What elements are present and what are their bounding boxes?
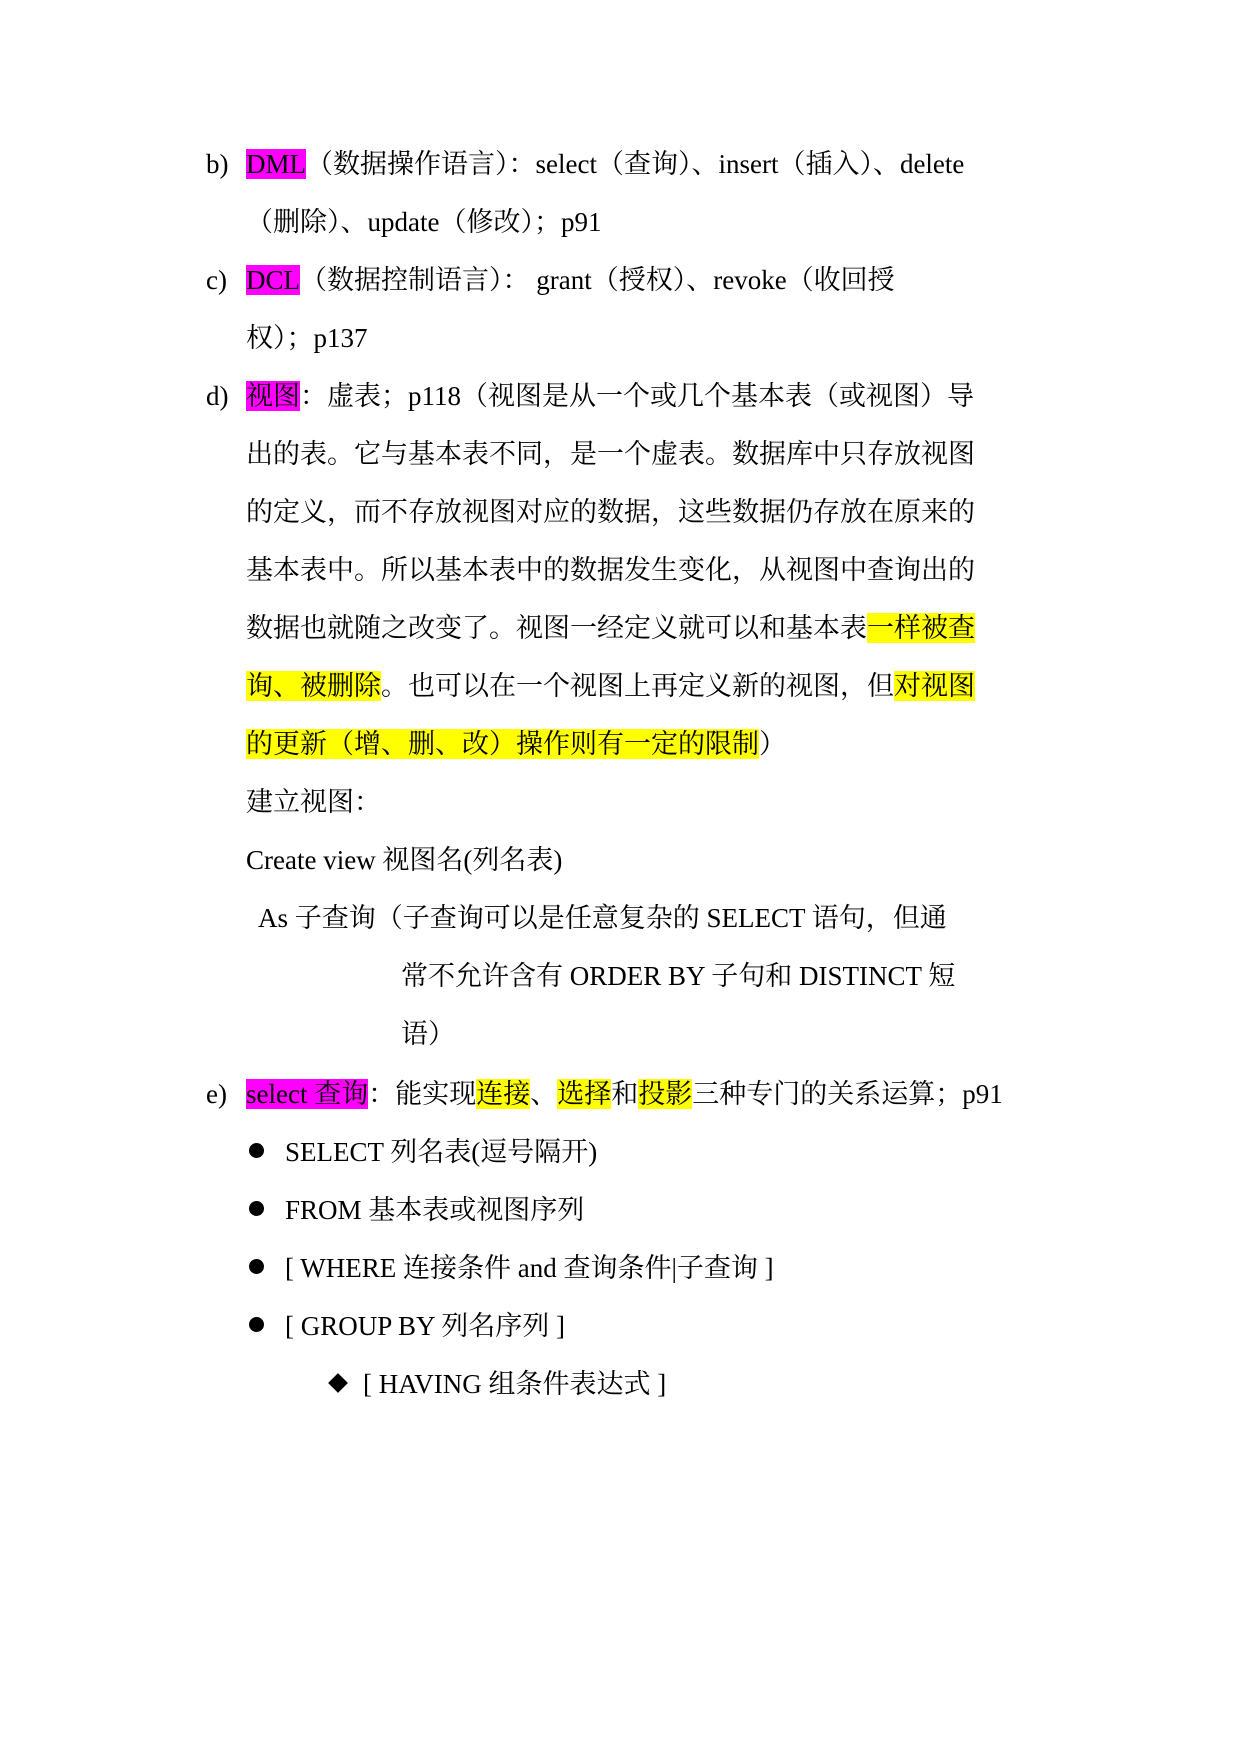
view-line-5-text: 数据也就随之改变了。视图一经定义就可以和基本表 xyxy=(246,613,867,643)
select-text-1: ：能实现 xyxy=(368,1079,477,1109)
dml-term: DML xyxy=(246,149,306,179)
view-line-1 xyxy=(246,379,974,413)
view-description-1: ：虚表；p118（视图是从一个或几个基本表（或视图）导 xyxy=(300,381,974,411)
select-line xyxy=(246,1077,1003,1111)
select-term: select 查询 xyxy=(246,1079,369,1109)
bullet-from: FROM 基本表或视图序列 xyxy=(285,1195,585,1225)
view-line-5-highlight: 一样被查 xyxy=(867,613,975,643)
item-marker-b: b) xyxy=(206,149,229,179)
bullet-group-by: [ GROUP BY 列名序列 ] xyxy=(285,1311,566,1341)
as-subquery-line-2: 常不允许含有 ORDER BY 子句和 DISTINCT 短 xyxy=(401,961,956,991)
select-text-4: 三种专门的关系运算；p91 xyxy=(692,1079,1003,1109)
item-marker-c: c) xyxy=(206,265,227,295)
view-line-5 xyxy=(246,611,975,645)
dml-description: （数据操作语言）：select（查询）、insert（插入）、delete xyxy=(306,149,965,179)
view-line-6-text: 。也可以在一个视图上再定义新的视图，但 xyxy=(381,671,894,701)
item-marker-e: e) xyxy=(206,1079,227,1109)
dml-line-1 xyxy=(246,147,964,181)
view-line-7-highlight: 的更新（增、删、改）操作则有一定的限制 xyxy=(246,729,759,759)
view-term: 视图 xyxy=(246,381,300,411)
view-line-6-highlight: 询、被删除 xyxy=(246,671,381,701)
projection-highlight: 投影 xyxy=(638,1079,693,1109)
bullet-select: SELECT 列名表(逗号隔开) xyxy=(285,1137,598,1167)
dcl-line-2: 权）；p137 xyxy=(246,323,368,353)
create-view-statement: Create view 视图名(列名表) xyxy=(246,845,563,875)
view-line-3: 的定义，而不存放视图对应的数据，这些数据仍存放在原来的 xyxy=(246,497,975,527)
as-subquery-line-1: As 子查询（子查询可以是任意复杂的 SELECT 语句，但通 xyxy=(258,903,947,933)
select-text-3: 和 xyxy=(611,1079,639,1109)
view-line-7-text: ） xyxy=(759,729,786,759)
bullet-where: [ WHERE 连接条件 and 查询条件|子查询 ] xyxy=(285,1253,774,1283)
item-marker-d: d) xyxy=(206,381,229,411)
selection-highlight: 选择 xyxy=(557,1079,612,1109)
select-text-2: 、 xyxy=(530,1079,558,1109)
bullet-dot-icon xyxy=(249,1317,264,1332)
create-view-title: 建立视图： xyxy=(246,787,381,817)
join-highlight: 连接 xyxy=(476,1079,531,1109)
bullet-dot-icon xyxy=(249,1201,264,1216)
as-subquery-line-3: 语） xyxy=(401,1019,455,1049)
view-line-2: 出的表。它与基本表不同，是一个虚表。数据库中只存放视图 xyxy=(246,439,975,469)
view-line-4: 基本表中。所以基本表中的数据发生变化，从视图中查询出的 xyxy=(246,555,975,585)
view-line-6-highlight-2: 对视图 xyxy=(894,671,975,701)
dml-line-2: （删除）、update（修改）；p91 xyxy=(246,207,602,237)
bullet-dot-icon xyxy=(249,1143,264,1158)
bullet-dot-icon xyxy=(249,1259,264,1274)
dcl-line-1 xyxy=(246,263,895,297)
view-line-6 xyxy=(246,669,975,703)
view-line-7 xyxy=(246,727,786,761)
diamond-bullet-icon xyxy=(328,1373,348,1393)
dcl-description: （数据控制语言）： grant（授权）、revoke（收回授 xyxy=(300,265,895,295)
sub-bullet-having: [ HAVING 组条件表达式 ] xyxy=(363,1369,667,1399)
dcl-term: DCL xyxy=(246,265,300,295)
